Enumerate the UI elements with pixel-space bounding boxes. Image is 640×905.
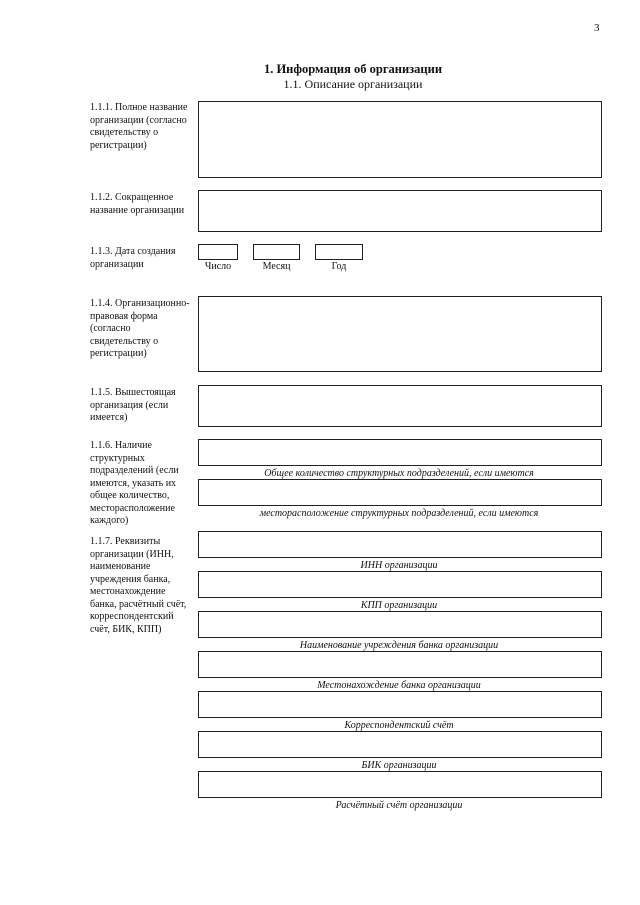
inn-caption: ИНН организации [360,560,438,571]
subdivisions-location-caption: месторасположение структурных подразделений, если имеются [259,508,539,519]
section-subtitle: 1.1. Описание организации [283,77,423,91]
subdivisions-location-field[interactable] [198,479,602,506]
bik-field[interactable] [198,731,602,758]
settlement-account-caption: Расчётный счёт организации [335,800,463,811]
bank-name-field[interactable] [198,611,602,638]
date-month-caption: Месяц [262,261,291,272]
parent-org-label: 1.1.5. Вышестоящая организация (если имеется) [90,387,176,423]
full-name-field[interactable] [198,101,602,178]
corr-account-field[interactable] [198,691,602,718]
creation-date-label: 1.1.3. Дата создания организации [90,246,176,270]
date-month-field[interactable] [253,244,300,260]
short-name-label: 1.1.2. Сокращенное название организации [90,192,185,216]
settlement-account-field[interactable] [198,771,602,798]
full-name-label: 1.1.1. Полное название организации (согласно свидетельству о регистрации) [90,102,188,151]
bank-name-caption: Наименование учреждения банка организации [299,640,499,651]
corr-account-caption: Корреспондентский счёт [344,720,454,731]
requisites-label: 1.1.7. Реквизиты организации (ИНН, наименование учреждения банка, местонахождение банка, расчётный счёт, корреспондентский счёт, БИК, КПП) [90,536,187,635]
date-day-caption: Число [204,261,232,272]
page-number: 3 [594,22,600,34]
subdivisions-count-caption: Общее количество структурных подразделений, если имеются [264,468,534,479]
section-title: 1. Информация об организации [263,62,443,76]
bank-location-caption: Местонахождение банка организации [317,680,481,691]
legal-form-label: 1.1.4. Организационно-правовая форма (согласно свидетельству о регистрации) [90,298,190,359]
short-name-field[interactable] [198,190,602,232]
kpp-field[interactable] [198,571,602,598]
bank-location-field[interactable] [198,651,602,678]
legal-form-field[interactable] [198,296,602,372]
inn-field[interactable] [198,531,602,558]
subdivisions-count-field[interactable] [198,439,602,466]
date-day-field[interactable] [198,244,238,260]
date-year-caption: Год [331,261,347,272]
bik-caption: БИК организации [361,760,437,771]
kpp-caption: КПП организации [360,600,438,611]
subdivisions-label: 1.1.6. Наличие структурных подразделений (если имеются, указать их общее количество, месторасположение каждого) [90,440,179,526]
parent-org-field[interactable] [198,385,602,427]
date-year-field[interactable] [315,244,363,260]
